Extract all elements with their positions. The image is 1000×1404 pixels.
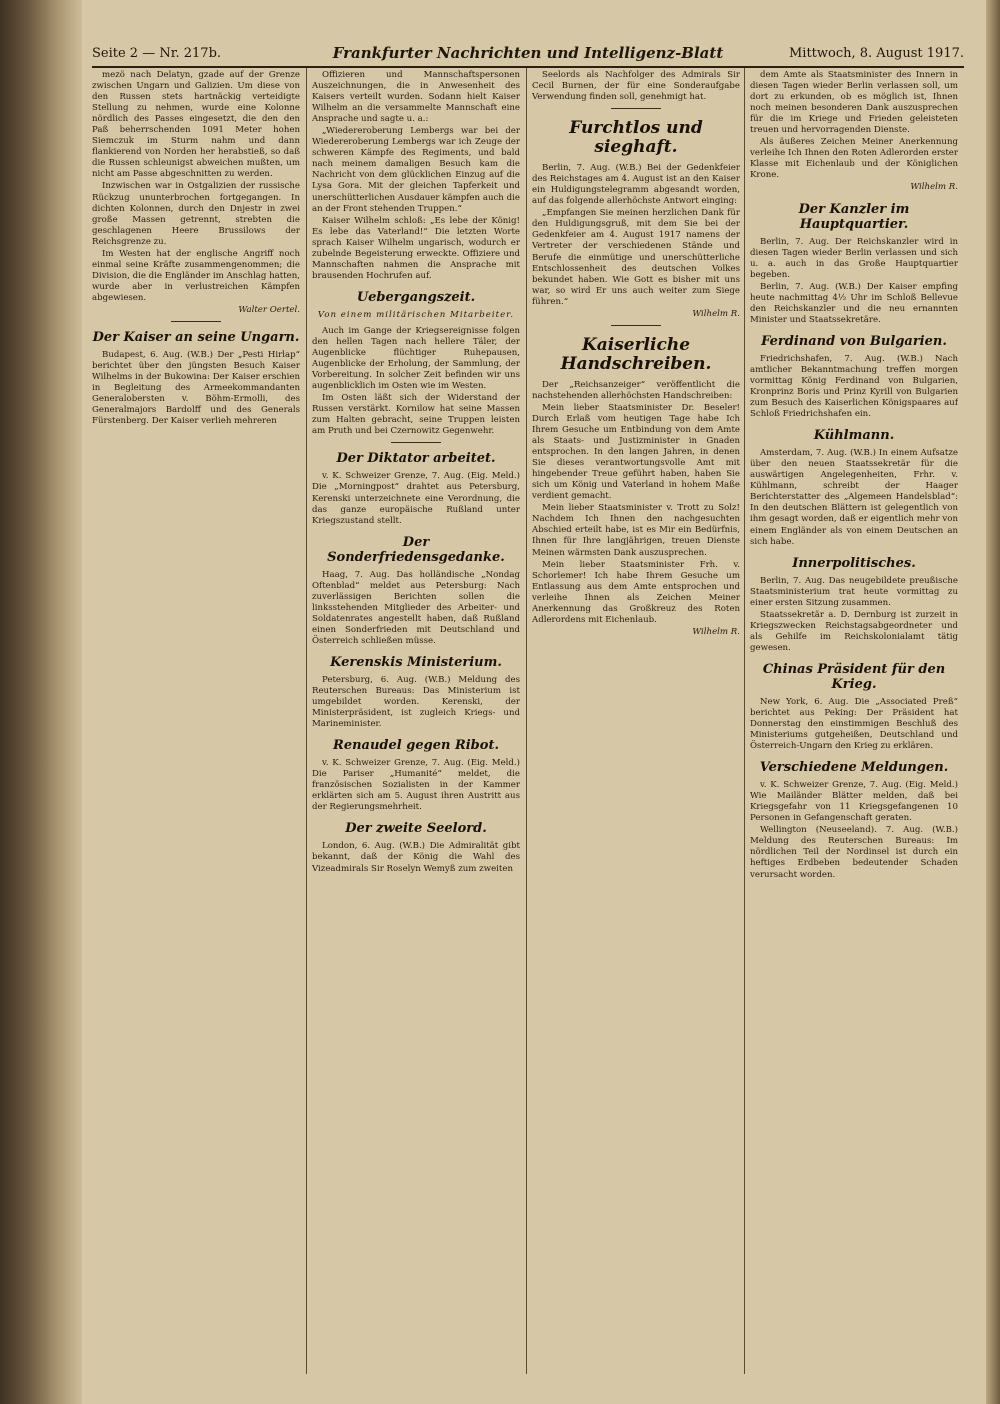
article-paragraph: Berlin, 7. Aug. Das neugebildete preußische Staatsministerium trat heute vormittag zu einer ersten Sitzung zusammen. bbox=[750, 575, 958, 608]
byline: Von einem militärischen Mitarbeiter. bbox=[317, 309, 515, 320]
column-1 bbox=[92, 70, 300, 1370]
headline-kanzler: Der Kanzler im Hauptquartier. bbox=[798, 201, 910, 232]
article-paragraph: „Wiedereroberung Lembergs war bei der Wiedereroberung Lembergs war ich Zeuge der schweren Kämpfe des Regiments, und bald nach meinem damaligen Besuch kam die Nachricht von dem glücklichen Einzug auf die Lysa Gora. Mit der gleichen Tapferkeit und unerschütterlichen Ausdauer kämpfen auch die an der Front stehenden Truppen.“ bbox=[312, 126, 520, 214]
article-paragraph: Inzwischen war in Ostgalizien der russische Rückzug ununterbrochen fortgegangen. In dichten Kolonnen, durch den Dnjestr in zwei große Massen getrennt, strebten die geschlagenen Heere Brussilows der Reichsgrenze zu. bbox=[92, 181, 300, 247]
article-paragraph: Kaiser Wilhelm schloß: „Es lebe der König! Es lebe das Vaterland!“ Die letzten Worte sprach Kaiser Wilhelm ungarisch, wodurch er zubelnde Begeisterung erweckte. Offiziere und Mannschaften nahmen die Ansprache mit brausenden Hochrufen auf. bbox=[312, 215, 520, 281]
signature: Wilhelm R. bbox=[692, 308, 740, 319]
article-paragraph: „Empfangen Sie meinen herzlichen Dank für den Huldigungsgruß, mit dem Sie bei der Gedenkfeier am 4. August 1917 namens der Vertreter der verschiedenen Stände und Berufe die einmütige und unerschütterliche Entschlossenheit des deutschen Volkes bekundet haben. Wie Gott es bisher mit uns war, so wird Er uns auch weiter zum Siege führen.“ bbox=[532, 208, 740, 307]
article-paragraph: Haag, 7. Aug. Das holländische „Nondag Oftenblad“ meldet aus Petersburg: Nach zuverlässigen Berichten sollen die linksstehenden Mitglieder des Arbeiter- und Soldatenrates angestellt haben, daß Rußland einen Sonderfrieden mit Deutschland und Österreich schließen müsse. bbox=[312, 569, 520, 646]
article-paragraph: Petersburg, 6. Aug. (W.B.) Meldung des Reuterschen Bureaus: Das Ministerium ist umgebildet worden. Kerenski, der Ministerpräsident, ist zugleich Kriegs- und Marineminister. bbox=[312, 674, 520, 730]
headline-uebergangszeit: Uebergangszeit. bbox=[356, 289, 476, 305]
column-2 bbox=[312, 70, 520, 1370]
article-paragraph: Wellington (Neuseeland). 7. Aug. (W.B.) Meldung des Reuterschen Bureaus: Im nördlichen Teil der Nordinsel ist durch ein heftiges Erdbeben bedeutender Schaden verursacht worden. bbox=[750, 825, 958, 880]
section-divider bbox=[171, 321, 221, 322]
section-divider bbox=[611, 108, 661, 109]
column-4 bbox=[750, 70, 958, 1370]
headline-sonderfrieden: Der Sonderfriedensgedanke. bbox=[327, 534, 505, 565]
article-paragraph: Der „Reichsanzeiger“ veröffentlicht die nachstehenden allerhöchsten Handschreiben: bbox=[532, 379, 740, 401]
headline-kaiser-ungarn: Der Kaiser an seine Ungarn. bbox=[92, 330, 300, 346]
article-paragraph: Berlin, 7. Aug. (W.B.) Der Kaiser empfing heute nachmittag 4½ Uhr im Schloß Bellevue den Reichskanzler und die neu ernannten Minister und Staatssekretäre. bbox=[750, 281, 958, 325]
signature: Wilhelm R. bbox=[692, 626, 740, 637]
article-paragraph: Budapest, 6. Aug. (W.B.) Der „Pesti Hirlap“ berichtet über den jüngsten Besuch Kaiser Wilhelms in der Bukowina: Der Kaiser erschien in Begleitung des Armeekommandanten Generalobersten v. Böhm-Ermolli, des Generalmajors Bardolff und des Generals Fürstenberg. Der Kaiser verlieh mehreren bbox=[92, 350, 300, 427]
headline-kerenski: Kerenskis Ministerium. bbox=[330, 654, 502, 670]
column-rule bbox=[744, 68, 745, 1374]
column-3 bbox=[532, 70, 740, 1370]
article-paragraph: Berlin, 7. Aug. Der Reichskanzler wird in diesen Tagen wieder Berlin verlassen und sich u. a. auch in das Große Hauptquartier begeben. bbox=[750, 236, 958, 280]
article-paragraph: v. K. Schweizer Grenze, 7. Aug. (Eig. Meld.) Wie Mailänder Blätter melden, daß bei Kriegsgefahr von 11 Kriegsgefangenen 10 Personen in Gefangenschaft geraten. bbox=[750, 780, 958, 824]
headline-furchtlos: Furchtlos und sieghaft. bbox=[569, 118, 703, 158]
issue-date: Mittwoch, 8. August 1917. bbox=[788, 46, 964, 61]
article-paragraph: New York, 6. Aug. Die „Associated Preß“ berichtet aus Peking: Der Präsident hat Donnerstag den einstimmigen Beschluß des Ministeriums gutgeheißen, Deutschland und Österreich-Ungarn den Krieg zu erklären. bbox=[750, 696, 958, 752]
headline-renaudel: Renaudel gegen Ribot. bbox=[333, 738, 499, 754]
section-divider bbox=[391, 442, 441, 443]
article-paragraph: Im Westen hat der englische Angriff noch einmal seine Kräfte zusammengenommen; die Division, die die Engländer im Anschlag hatten, wurde aber in verlustreichen Kämpfen abgewiesen. bbox=[92, 248, 300, 303]
article-paragraph: Auch im Gange der Kriegsereignisse folgen den hellen Tagen nach hellere Täler, der Augenblicke flüchtiger Ruhepausen, Augenblicke der Erholung, der Sammlung, der Vorbereitung. In solcher Zeit befinden wir uns augenblicklich im Osten wie im Westen. bbox=[312, 325, 520, 392]
section-divider bbox=[611, 325, 661, 326]
headline-handschreiben: Kaiserliche Handschreiben. bbox=[560, 334, 712, 374]
article-paragraph: Offizieren und Mannschaftspersonen Auszeichnungen, die in Anwesenheit des Kaisers verteilt wurden. Sodann hielt Kaiser Wilhelm an die versammelte Mannschaft eine Ansprache und sagte u. a.: bbox=[312, 70, 520, 125]
article-paragraph: Seelords als Nachfolger des Admirals Sir Cecil Burnen, der für eine Sonderaufgabe Verwendung finden soll, genehmigt hat. bbox=[532, 70, 740, 103]
article-paragraph: Mein lieber Staatsminister Frh. v. Schorlemer! Ich habe Ihrem Gesuche um Entlassung aus dem Amte entsprochen und verleihe Ihnen als Zeichen Meiner Anerkennung das Großkreuz des Roten Adlerordens mit Eichenlaub. bbox=[532, 559, 740, 625]
article-paragraph: Staatssekretär a. D. Dernburg ist zurzeit in Kriegszwecken Reichstagsabgeordneter und als Gehilfe im Reichskolonialamt tätig gewesen. bbox=[750, 609, 958, 653]
headline-verschiedene: Verschiedene Meldungen. bbox=[759, 760, 949, 776]
article-paragraph: Friedrichshafen, 7. Aug. (W.B.) Nach amtlicher Bekanntmachung treffen morgen vormittag König Ferdinand von Bulgarien, Kronprinz Boris und Prinz Kyrill von Bulgarien zum Besuch des Kaiserlichen Königspaares auf Schloß Friedrichshafen ein. bbox=[750, 353, 958, 420]
article-paragraph: Als äußeres Zeichen Meiner Anerkennung verleihe Ich Ihnen den Roten Adlerorden erster Klasse mit Eichenlaub und der Königlichen Krone. bbox=[750, 137, 958, 181]
headline-seelord: Der zweite Seelord. bbox=[345, 821, 487, 837]
newspaper-title: Frankfurter Nachrichten und Intelligenz-Blatt bbox=[332, 44, 724, 62]
page-number: Seite 2 — Nr. 217b. bbox=[92, 46, 222, 61]
article-paragraph: Berlin, 7. Aug. (W.B.) Bei der Gedenkfeier des Reichstages am 4. August ist an den Kaiser ein Huldigungstelegramm abgesandt worden, auf das folgende allerhöchste Antwort einging: bbox=[532, 163, 740, 207]
book-binding bbox=[0, 0, 82, 1404]
page-edge bbox=[986, 0, 1000, 1404]
headline-ferdinand: Ferdinand von Bulgarien. bbox=[761, 333, 947, 349]
article-paragraph: Amsterdam, 7. Aug. (W.B.) In einem Aufsatze über den neuen Staatssekretär für die auswärtigen Angelegenheiten, Frhr. v. Kühlmann, schreibt der Haager Berichterstatter des „Algemeen Handelsblad“: In den deutschen Blättern ist gelegentlich von ihm gesagt worden, daß er eigentlich mehr von einem Engländer als von einem Deutschen an sich habe. bbox=[750, 448, 958, 547]
headline-china: Chinas Präsident für den Krieg. bbox=[762, 661, 946, 692]
headline-innerpolitisches: Innerpolitisches. bbox=[792, 555, 916, 571]
article-paragraph: Mein lieber Staatsminister Dr. Beseler! Durch Erlaß vom heutigen Tage habe Ich Ihrem Gesuche um Entbindung von dem Amte als Staats- und Justizminister in Gnaden entsprochen. In den langen Jahren, in denen Sie dieses verantwortungsvolle Amt mit hingebender Treue geführt haben, haben Sie sich um König und Vaterland in hohem Maße verdient gemacht. bbox=[532, 402, 740, 502]
author-signature: Walter Oertel. bbox=[238, 304, 300, 315]
article-paragraph: Mein lieber Staatsminister v. Trott zu Solz! Nachdem Ich Ihnen den nachgesuchten Abschied erteilt habe, ist es Mir ein Bedürfnis, Ihnen für Ihre langjährigen, treuen Dienste Meinen wärmsten Dank auszusprechen. bbox=[532, 503, 740, 558]
article-paragraph: v. K. Schweizer Grenze, 7. Aug. (Eig. Meld.) Die „Morningpost“ drahtet aus Petersburg, Kerenski unterzeichnete eine Verordnung, die das ganze europäische Rußland unter Kriegszustand stellt. bbox=[312, 471, 520, 526]
column-rule bbox=[526, 68, 527, 1374]
headline-diktator: Der Diktator arbeitet. bbox=[336, 451, 496, 467]
article-paragraph: Im Osten läßt sich der Widerstand der Russen verstärkt. Kornilow hat seine Massen zum Halten gebracht, seine Truppen leisten am Pruth und bei Czernowitz Gegenwehr. bbox=[312, 393, 520, 437]
column-rule bbox=[306, 68, 307, 1374]
page-header bbox=[92, 44, 964, 68]
article-paragraph: dem Amte als Staatsminister des Innern in diesen Tagen wieder Berlin verlassen soll, um dort zu erkunden, ob es möglich ist, Ihnen noch meinen besonderen Dank auszusprechen für die im Kriege und Frieden geleisteten treuen und hervorragenden Dienste. bbox=[750, 70, 958, 136]
signature: Wilhelm R. bbox=[910, 182, 958, 193]
article-paragraph: mezö nach Delatyn, gzade auf der Grenze zwischen Ungarn und Galizien. Um diese von den Russen stets hartnäckig verteidigte Stellung zu nehmen, wurde eine Kolonne nördlich des Passes eingesetzt, die den den Paß beherrschenden 1091 Meter hohen Siemczuk im Sturm nahm und dann flankierend von Norden her herabstieß, so daß die Russen schleunigst abweichen mußten, um nicht am Passe abgeschnitten zu werden. bbox=[92, 70, 300, 180]
headline-kuehlmann: Kühlmann. bbox=[813, 428, 895, 444]
article-paragraph: v. K. Schweizer Grenze, 7. Aug. (Eig. Meld.) Die Pariser „Humanité“ meldet, die französischen Sozialisten in der Kammer erklärten sich am 5. August ihren Austritt aus der Regierungsmehrheit. bbox=[312, 758, 520, 813]
article-paragraph: London, 6. Aug. (W.B.) Die Admiralität gibt bekannt, daß der König die Wahl des Vizeadmirals Sir Roselyn Wemyß zum zweiten bbox=[312, 841, 520, 874]
